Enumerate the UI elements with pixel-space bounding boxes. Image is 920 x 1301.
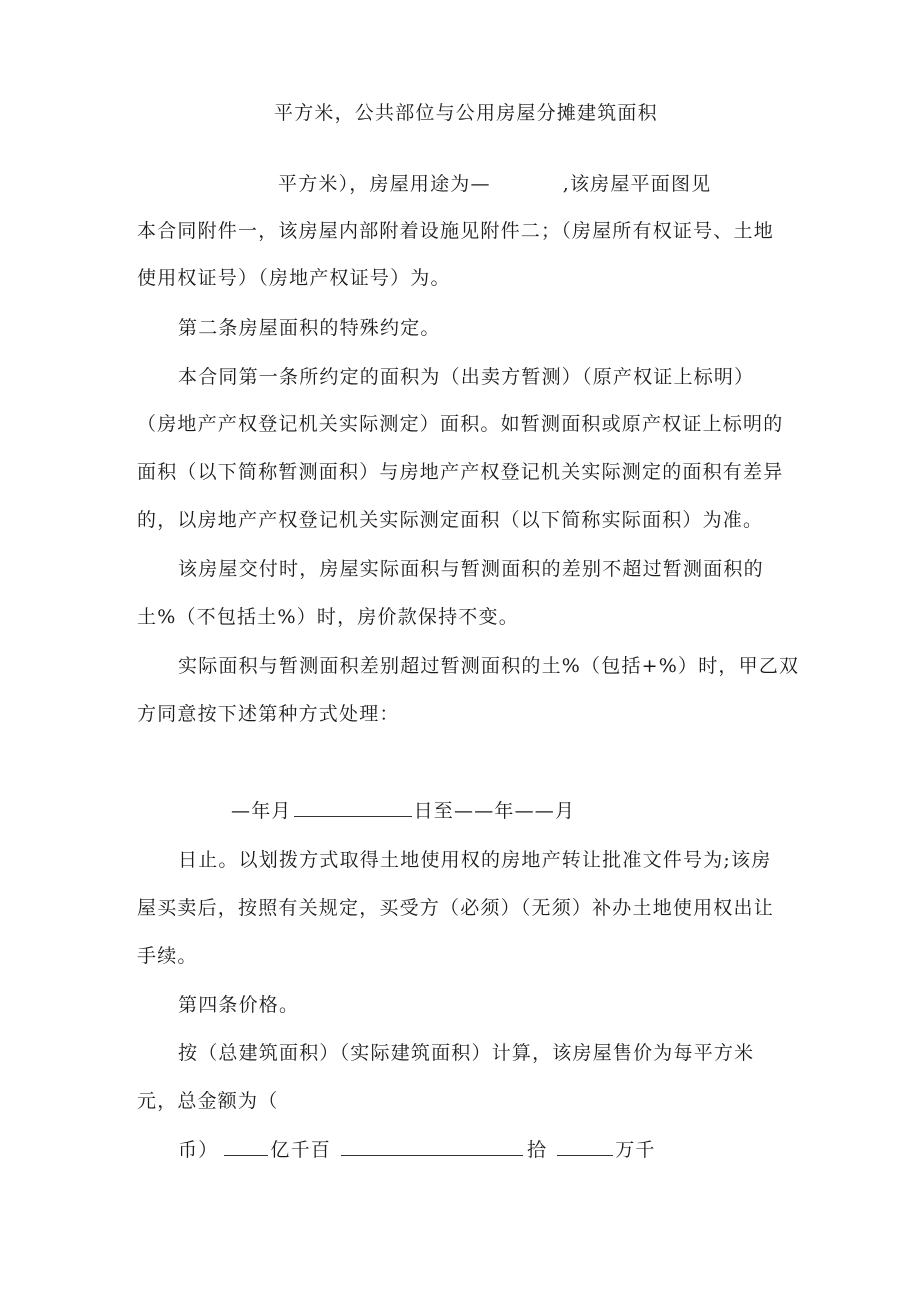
text-line: 的，以房地产产权登记机关实际测定面积（以下简称实际面积）为准。 [137, 509, 764, 531]
text-line: 实际面积与暂测面积差别超过暂测面积的土%（包括+%）时，甲乙双 [178, 655, 800, 677]
text-line: 该房屋交付时，房屋实际面积与暂测面积的差别不超过暂测面积的 [178, 558, 764, 580]
text-line: 土%（不包括土%）时，房价款保持不变。 [137, 606, 519, 628]
text-line: 本合同附件一，该房屋内部附着设施见附件二；（房屋所有权证号、土地 [137, 220, 774, 242]
text-line: 本合同第一条所约定的面积为（出卖方暂测）（原产权证上标明） [178, 366, 755, 388]
text-line: 平方米，公共部位与公用房屋分摊建筑面积 [274, 102, 658, 124]
text-segment: ,该房屋平面图见 [562, 173, 712, 195]
text-segment: 币） [178, 1139, 219, 1161]
text-line: 使用权证号）（房地产权证号）为。 [137, 267, 451, 289]
text-line: 屋买卖后，按照有关规定，买受方（必须）（无须）补办土地使用权出让 [137, 897, 774, 919]
text-line: （房地产产权登记机关实际测定）面积。如暂测面积或原产权证上标明的 [137, 413, 784, 435]
text-line: 手续。 [137, 945, 198, 967]
text-segment: —年月 [231, 800, 292, 822]
blank-underline [557, 1137, 613, 1156]
section-heading: 第四条价格。 [178, 994, 300, 1016]
text-line [231, 798, 575, 823]
text-line [178, 1137, 656, 1162]
text-segment: 万千 [615, 1139, 656, 1161]
text-line: 日止。以划拨方式取得土地使用权的房地产转让批准文件号为;该房 [178, 849, 772, 871]
text-segment: 平方米），房屋用途为— [278, 173, 491, 195]
text-line: 方同意按下述第种方式处理： [137, 703, 400, 725]
blank-underline [341, 1137, 523, 1156]
text-segment: 亿千百 [270, 1139, 332, 1161]
text-segment: 拾 [527, 1139, 548, 1161]
text-line: 元，总金额为（ [137, 1090, 279, 1112]
section-heading: 第二条房屋面积的特殊约定。 [178, 317, 441, 339]
blank-underline [224, 1137, 268, 1156]
text-line [278, 172, 711, 196]
text-segment: 日至——年——月 [413, 800, 576, 822]
text-line: 按（总建筑面积）（实际建筑面积）计算，该房屋售价为每平方米 [178, 1042, 755, 1064]
blank-underline [294, 798, 412, 817]
text-line: 面积（以下简称暂测面积）与房地产产权登记机关实际测定的面积有差异 [137, 461, 784, 483]
